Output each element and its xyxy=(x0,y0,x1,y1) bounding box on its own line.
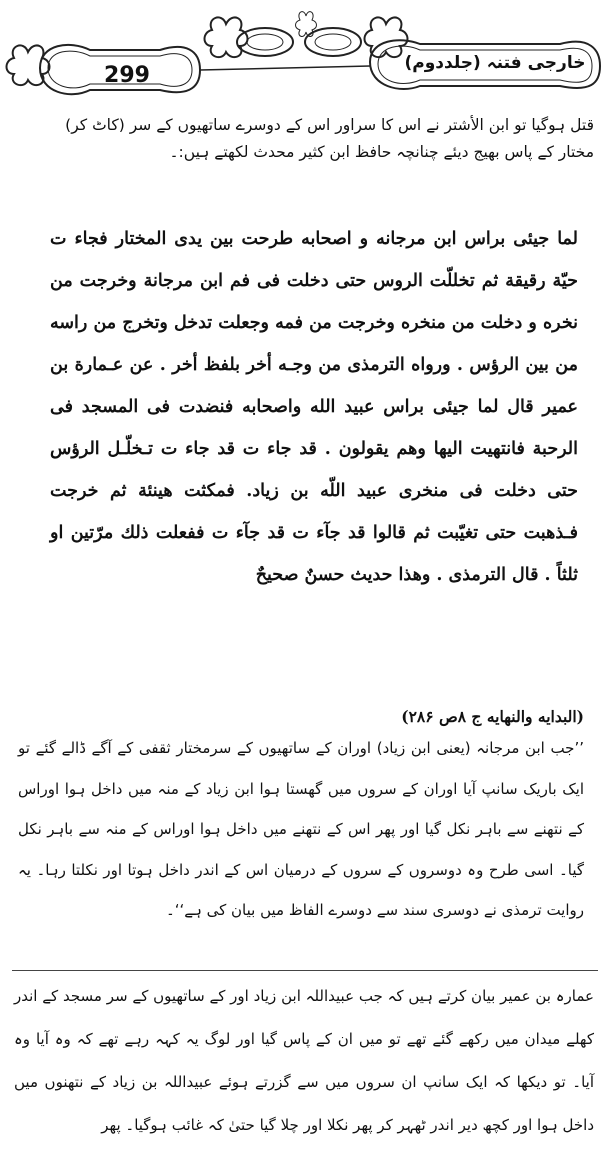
arabic-quotation-text: لما جيئى براس ابن مرجانه و اصحابه طرحت بين يدى المختار فجاء ت حيّة رقيقة ثم تخللّت الروس حتى دخلت فى فم ابن مرجانة وخرجت من نخره و دخلت من منخره وخرجت من فمه وجعلت تدخل وتخرج من راسه من بين الرؤس . ورواه الترمذى من وجـه أخر بلفظ أخر . عن عـمارة بن عمير قال لما جيئى براس عبيد الله واصحابه فنضدت فى المسجد فى الرحبة فانتهيت اليها وهم يقولون . قد جاء ت قد جاء ت تـخلّـل الرؤس حتى دخلت فى منخرى عبيد اللّه بن زياد. فمكثت هينئة ثم خرجت فـذهبت حتى تغيّبت ثم قالوا قد جآء ت قد جآء ت ففعلت ذلك مرّتين او ثلثاً . قال الترمذى . وهذا حديث حسنٌ صحيحٌ xyxy=(50,229,578,585)
running-head: خارجی فتنہ (جلددوم) xyxy=(404,53,586,73)
closing-paragraph xyxy=(14,975,594,1147)
arabic-quotation xyxy=(50,218,578,596)
intro-line-2: مختار کے پاس بھیج دیئے چنانچہ حافظ ابن کثیر محدث لکھتے ہیں:۔ xyxy=(169,143,594,161)
source-citation: (البدايه والنهايه ج ۸ص ۲۸۶) xyxy=(401,707,584,726)
divider-line xyxy=(12,970,598,972)
page-header xyxy=(0,0,608,110)
intro-line-1: قتل ہوگیا تو ابن الأشتر نے اس کا سراور اس کے دوسرے ساتھیوں کے سر (کاٹ کر) xyxy=(65,116,594,134)
closing-text: عمارہ بن عمیر بیان کرتے ہیں کہ جب عبیداللہ ابن زیاد اور کے ساتھیوں کے سر مسجد کے اندر کھلے میدان میں رکھے گئے تھے تو میں ان کے پاس گیا اور لوگ یہ کہہ رہے تھے کہ وہ آیا وہ آیا۔ تو دیکھا کہ ایک سانپ ان سروں میں سے گزرتے ہوئے عبیداللہ بن زیاد کے نتھنوں میں داخل ہوا اور کچھ دیر اندر ٹھہر کر پھر نکلا اور چلا گیا حتیٰ کہ غائب ہوگیا۔ پھر xyxy=(14,987,594,1134)
translation-text: ’’جب ابن مرجانہ (یعنی ابن زیاد) اوران کے ساتھیوں کے سرمختار ثقفی کے آگے ڈالے گئے تو ایک باریک سانپ آیا اوران کے سروں میں گھستا ہوا ابن زیاد کے منہ میں داخل ہوا اوراس کے نتھنے سے باہر نکل گیا اور پھر اس کے نتھنے میں داخل ہوا اوراس کے منہ سے باہر نکل گیا۔ اسی طرح وہ دوسروں کے سروں کے درمیان اس کے اندر داخل ہوتا اور نکلتا رہا۔ یہ روایت ترمذی نے دوسری سند سے دوسرے الفاظ میں بیان کی ہے‘‘۔ xyxy=(18,739,584,919)
urdu-translation xyxy=(18,728,584,931)
page-number: 299 xyxy=(104,63,150,88)
intro-paragraph xyxy=(14,112,594,166)
